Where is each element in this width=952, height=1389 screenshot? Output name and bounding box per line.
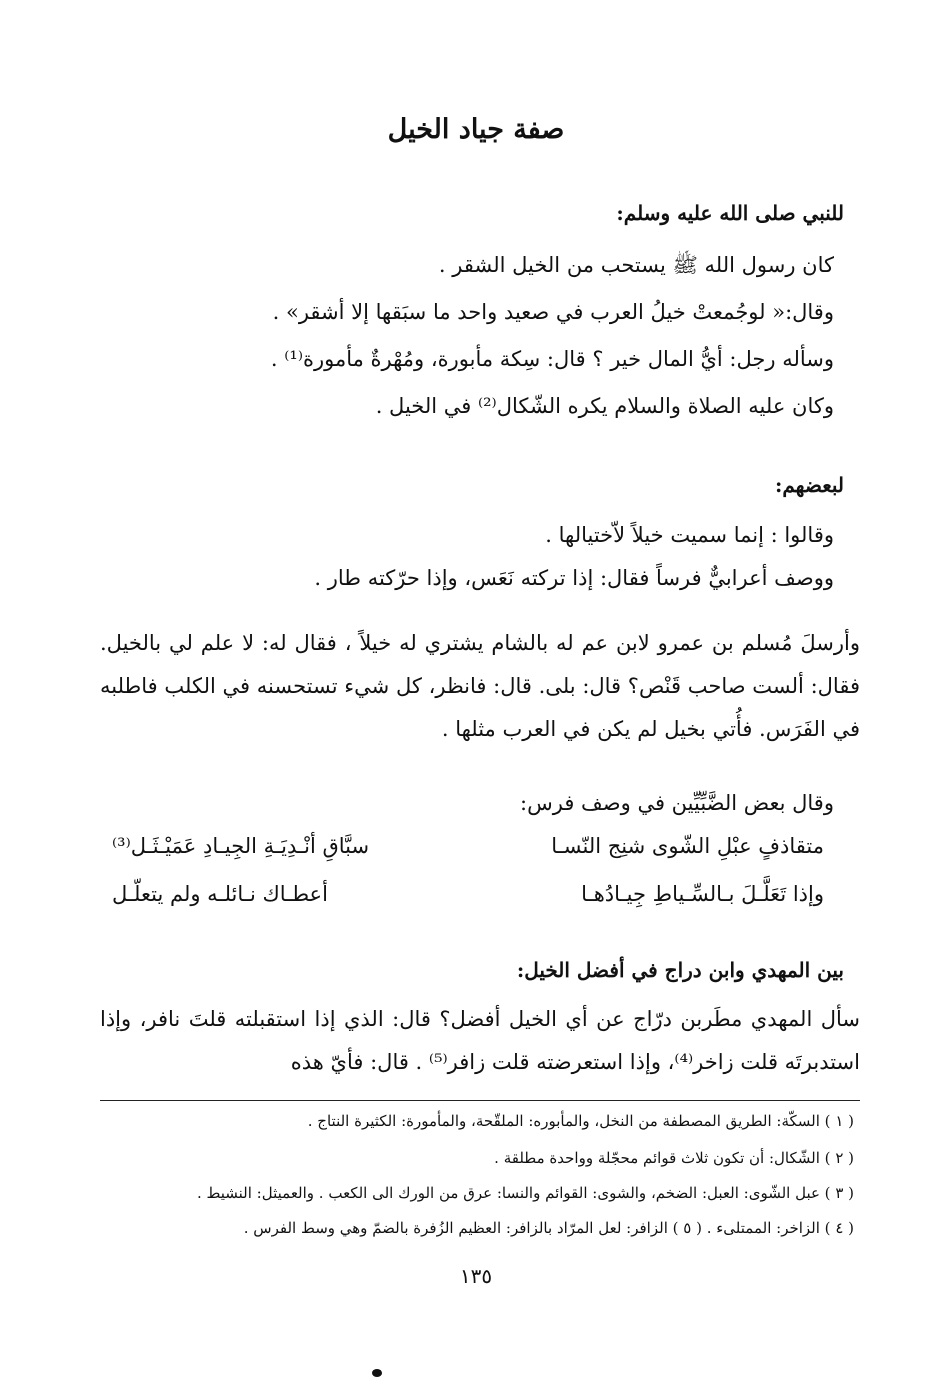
verse-first-hemistich: متقاذفٍ عبْلِ الشّوى شنِج النّسـا [551,834,824,858]
footnote-divider [100,1100,860,1101]
section-heading-mahdi: بين المهدي وابن دراج في أفضل الخيل: [516,958,844,982]
text-line: وسأله رجل: أيُّ المال خير ؟ قال: سِكة مأبورة، ومُهْرةٌ مأمورة⁽¹⁾ . [270,347,834,371]
section-heading-prophet: للنبي صلى الله عليه وسلم: [616,201,844,225]
verse-second-hemistich: أعطـاك نـائلـه ولم يتعلّـل [112,882,328,906]
page-number: ١٣٥ [459,1264,493,1288]
verse-first-hemistich: وإذا تَعَلَّـلَ بـالسِّـياطِ جِيـادُهـا [581,882,824,906]
footnote: ( ٤ ) الزاخر: الممتلىء . ( ٥ ) الزافر: لعل المرّاد بالزافر: العظيم الزُفرة بالضمّ وهي وسط الفرس . [243,1219,854,1237]
footnote: ( ٣ ) عبل الشّوى: العبل: الضخم، والشوى: القوائم والنسا: عرق من الورك الى الكعب . والعميثل: النشيط . [196,1184,854,1202]
footnote: ( ١ ) السكّة: الطريق المصطفة من النخل، والمأبوره: الملقّحة، والمأمورة: الكثيرة النتاج . [307,1112,854,1130]
verse-intro: وقال بعض الضَّبِّيِّين في وصف فرس: [520,791,834,815]
verse-line [104,826,824,866]
text-line: كان رسول الله ﷺ يستحب من الخيل الشقر . [438,253,834,277]
footnote: ( ٢ ) الشّكال: أن تكون ثلاث قوائم محجّلة وواحدة مطلقة . [494,1149,854,1167]
page-title: صفة جياد الخيل [387,114,565,145]
ink-mark [372,1369,382,1377]
text-line: وقالوا : إنما سميت خيلاً لاّختيالها . [545,523,834,547]
text-line: وكان عليه الصلاة والسلام يكره الشّكال⁽²⁾ في الخيل . [375,394,834,418]
verse-line [104,874,824,914]
text-line: ووصف أعرابيٌّ فرساً فقال: إذا تركته نَعَس، وإذا حرّكته طار . [314,566,834,590]
verse-second-hemistich: سبَّاقِ أنْـدِيَـةِ الجِيـادِ عَمَيْـثَـل⁽³⁾ [112,834,370,858]
section-heading-some: لبعضهم: [774,473,844,497]
text-line: وقال:« لوجُمعتْ خيلُ العرب في صعيد واحد ما سبَقها إلا أشقر» . [272,300,834,324]
paragraph-muslim: وأرسلَ مُسلم بن عمرو لابن عم له بالشام يشتري له خيلاً ، فقال له: لا علم لي بالخيل. فقال: ألست صاحب قَنْص؟ قال: بلى. قال: فانظر، كل شيء تستحسنه في الكلب فاطلبه في الفَرَس. فأُتي بخيل لم يكن في العرب مثلها . [100,631,860,741]
paragraph-mahdi: سأل المهدي مطَربن درّاج عن أي الخيل أفضل؟ قال: الذي إذا استقبلته قلتَ نافر، وإذا استدبرتَه قلت زاخر⁽⁴⁾، وإذا استعرضته قلت زافر⁽⁵⁾ . قال: فأيّ هذه [100,1007,860,1074]
